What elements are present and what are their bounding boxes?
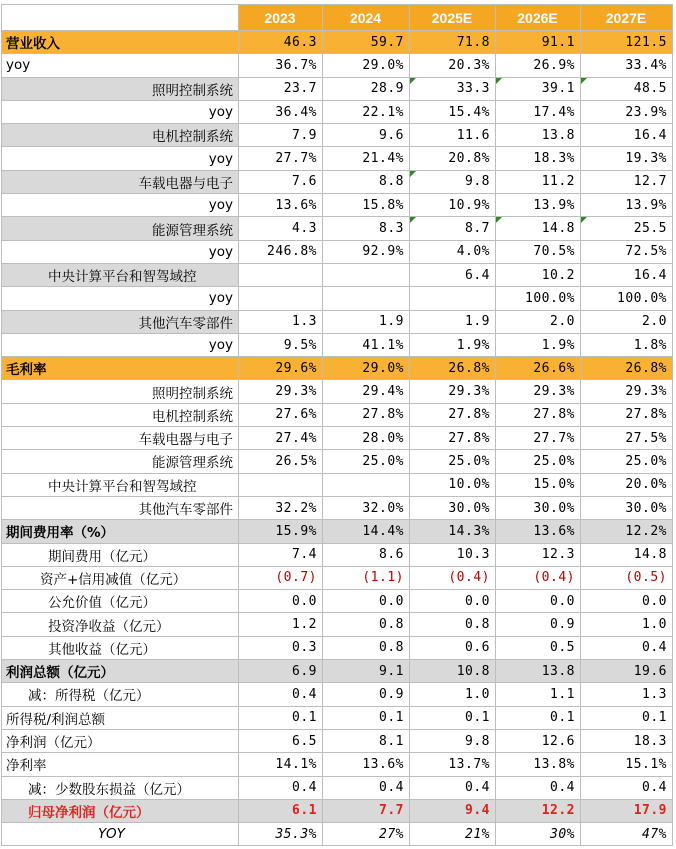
table-row-lighting-yoy <box>2 100 673 123</box>
table-row-other-income <box>2 636 673 659</box>
cell-2026e: 91.1 <box>496 31 581 54</box>
cell-2026e: 14.8 <box>496 217 581 240</box>
cell-2026e: 13.8% <box>496 753 581 776</box>
cell-2025e: 15.4% <box>410 100 496 123</box>
cell-2027e: 15.1% <box>581 753 673 776</box>
cell-2026e: 17.4% <box>496 100 581 123</box>
row-label: 电机控制系统 <box>2 124 239 147</box>
cell-2023: 23.7 <box>239 77 323 100</box>
cell-2023: 0.0 <box>239 590 323 613</box>
header-year-2026e: 2026E <box>496 5 581 31</box>
comment-marker <box>410 217 416 223</box>
cell-2023: 15.9% <box>239 520 323 543</box>
cell-2027e: 27.8% <box>581 403 673 426</box>
cell-2024: 9.6 <box>323 124 410 147</box>
table-row-minority-interest <box>2 776 673 799</box>
cell-2025e: 27.8% <box>410 427 496 450</box>
row-label: 照明控制系统 <box>2 77 239 100</box>
cell-2023: (0.7) <box>239 566 323 589</box>
cell-2023: 26.5% <box>239 450 323 473</box>
cell-2027e: 19.3% <box>581 147 673 170</box>
cell-2023: 32.2% <box>239 496 323 519</box>
cell-2026e: 0.1 <box>496 706 581 729</box>
cell-2027e: 1.3 <box>581 683 673 706</box>
table-row-fair-value <box>2 590 673 613</box>
row-label: 利润总额（亿元） <box>2 660 239 683</box>
cell-2024: 29.4% <box>323 380 410 403</box>
row-label: 投资净收益（亿元） <box>2 613 239 636</box>
row-label: 其他汽车零部件 <box>2 496 239 519</box>
cell-2027e: 13.9% <box>581 194 673 217</box>
cell-2023: 246.8% <box>239 240 323 263</box>
cell-2026e: 12.6 <box>496 729 581 752</box>
cell-2026e: 100.0% <box>496 287 581 310</box>
cell-2024 <box>323 263 410 286</box>
cell-2026e: 70.5% <box>496 240 581 263</box>
cell-2024: 0.4 <box>323 776 410 799</box>
cell-2024: (1.1) <box>323 566 410 589</box>
comment-marker <box>496 217 502 223</box>
cell-2023: 0.1 <box>239 706 323 729</box>
cell-2024: 0.1 <box>323 706 410 729</box>
row-label: 减：所得税（亿元） <box>2 683 239 706</box>
cell-2027e: 20.0% <box>581 473 673 496</box>
cell-2025e: 27.8% <box>410 403 496 426</box>
table-row-impairment <box>2 566 673 589</box>
row-label: 资产+信用减值（亿元） <box>2 566 239 589</box>
cell-2025e: 9.8 <box>410 170 496 193</box>
row-label: 期间费用（亿元） <box>2 543 239 566</box>
cell-2024: 1.9 <box>323 310 410 333</box>
cell-2026e: 13.6% <box>496 520 581 543</box>
cell-2027e: 16.4 <box>581 124 673 147</box>
cell-2024: 15.8% <box>323 194 410 217</box>
cell-2026e: 0.9 <box>496 613 581 636</box>
table-row-central-computing-yoy <box>2 287 673 310</box>
cell-2026e: 1.1 <box>496 683 581 706</box>
cell-2027e: 1.8% <box>581 333 673 356</box>
cell-2024: 59.7 <box>323 31 410 54</box>
cell-2027e: 12.7 <box>581 170 673 193</box>
cell-2023: 14.1% <box>239 753 323 776</box>
cell-2027e: 26.8% <box>581 357 673 380</box>
cell-2024: 8.6 <box>323 543 410 566</box>
cell-2026e: 2.0 <box>496 310 581 333</box>
cell-2027e: 2.0 <box>581 310 673 333</box>
cell-2023: 6.9 <box>239 660 323 683</box>
cell-2026e: 13.8 <box>496 124 581 147</box>
comment-marker <box>581 78 587 84</box>
cell-2025e: 8.7 <box>410 217 496 240</box>
cell-2024: 28.0% <box>323 427 410 450</box>
cell-2023: 27.6% <box>239 403 323 426</box>
cell-2025e: 14.3% <box>410 520 496 543</box>
cell-2025e: 20.3% <box>410 54 496 77</box>
cell-2025e: 9.4 <box>410 799 496 822</box>
table-row-attributable-net-profit <box>2 799 673 822</box>
table-row-revenue <box>2 31 673 54</box>
cell-2023: 27.4% <box>239 427 323 450</box>
row-label: 照明控制系统 <box>2 380 239 403</box>
row-label: 其他汽车零部件 <box>2 310 239 333</box>
cell-2026e: 29.3% <box>496 380 581 403</box>
table-row-motor-yoy <box>2 147 673 170</box>
cell-2026e: 30% <box>496 823 581 846</box>
cell-2025e <box>410 287 496 310</box>
row-label: 中央计算平台和智驾域控 <box>2 473 239 496</box>
table-row-vehicle-electronics <box>2 170 673 193</box>
cell-2026e: 12.3 <box>496 543 581 566</box>
cell-2025e: 11.6 <box>410 124 496 147</box>
cell-2025e: 1.9 <box>410 310 496 333</box>
cell-2027e: 0.1 <box>581 706 673 729</box>
row-label: 毛利率 <box>2 357 239 380</box>
cell-2025e: 10.8 <box>410 660 496 683</box>
cell-2026e: 11.2 <box>496 170 581 193</box>
table-row-margin-energy <box>2 450 673 473</box>
cell-2023: 4.3 <box>239 217 323 240</box>
cell-2026e: 0.0 <box>496 590 581 613</box>
table-row-energy-yoy <box>2 240 673 263</box>
table-row-central-computing <box>2 263 673 286</box>
cell-2027e: 0.0 <box>581 590 673 613</box>
table-row-margin-lighting <box>2 380 673 403</box>
cell-2025e: 13.7% <box>410 753 496 776</box>
header-row <box>2 5 673 31</box>
cell-2026e: 10.2 <box>496 263 581 286</box>
row-label: yoy <box>2 194 239 217</box>
table-row-lighting <box>2 77 673 100</box>
cell-2024: 28.9 <box>323 77 410 100</box>
row-label: 车载电器与电子 <box>2 170 239 193</box>
table-row-net-margin <box>2 753 673 776</box>
cell-2025e: 1.0 <box>410 683 496 706</box>
cell-2027e: 17.9 <box>581 799 673 822</box>
cell-2023: 36.7% <box>239 54 323 77</box>
cell-2024: 29.0% <box>323 54 410 77</box>
cell-2024 <box>323 287 410 310</box>
cell-2026e: 0.5 <box>496 636 581 659</box>
cell-2024: 13.6% <box>323 753 410 776</box>
row-label: yoy <box>2 333 239 356</box>
row-label: 车载电器与电子 <box>2 427 239 450</box>
table-row-vehicle-electronics-yoy <box>2 194 673 217</box>
table-row-tax-rate <box>2 706 673 729</box>
cell-2025e: 0.0 <box>410 590 496 613</box>
cell-2024: 0.0 <box>323 590 410 613</box>
cell-2024: 8.1 <box>323 729 410 752</box>
cell-2023: 29.6% <box>239 357 323 380</box>
cell-2026e: 18.3% <box>496 147 581 170</box>
cell-2023: 46.3 <box>239 31 323 54</box>
cell-2025e: (0.4) <box>410 566 496 589</box>
cell-2023: 6.5 <box>239 729 323 752</box>
cell-2023: 0.3 <box>239 636 323 659</box>
table-row-revenue-yoy <box>2 54 673 77</box>
cell-2025e: 6.4 <box>410 263 496 286</box>
cell-2023: 1.3 <box>239 310 323 333</box>
cell-2026e: 13.8 <box>496 660 581 683</box>
cell-2024: 32.0% <box>323 496 410 519</box>
cell-2024: 27.8% <box>323 403 410 426</box>
cell-2023: 0.4 <box>239 776 323 799</box>
cell-2027e: 18.3 <box>581 729 673 752</box>
row-label: 净利润（亿元） <box>2 729 239 752</box>
cell-2024: 92.9% <box>323 240 410 263</box>
cell-2026e: 39.1 <box>496 77 581 100</box>
comment-marker <box>581 217 587 223</box>
cell-2024: 7.7 <box>323 799 410 822</box>
row-label: yoy <box>2 287 239 310</box>
comment-marker <box>410 78 416 84</box>
cell-2023: 35.3% <box>239 823 323 846</box>
cell-2027e: 30.0% <box>581 496 673 519</box>
table-row-margin-motor <box>2 403 673 426</box>
row-label: 归母净利润（亿元） <box>2 799 239 822</box>
cell-2027e: 0.4 <box>581 776 673 799</box>
row-label: 其他收益（亿元） <box>2 636 239 659</box>
cell-2025e: 10.3 <box>410 543 496 566</box>
row-label: yoy <box>2 54 239 77</box>
cell-2026e: 0.4 <box>496 776 581 799</box>
header-year-2027e: 2027E <box>581 5 673 31</box>
cell-2025e: 29.3% <box>410 380 496 403</box>
table-row-margin-central-computing <box>2 473 673 496</box>
cell-2024 <box>323 473 410 496</box>
cell-2023 <box>239 287 323 310</box>
cell-2027e: 72.5% <box>581 240 673 263</box>
row-label: 公允价值（亿元） <box>2 590 239 613</box>
table-row-attributable-yoy <box>2 823 673 846</box>
table-row-income-tax <box>2 683 673 706</box>
cell-2025e: 0.6 <box>410 636 496 659</box>
cell-2024: 0.9 <box>323 683 410 706</box>
cell-2023: 9.5% <box>239 333 323 356</box>
cell-2027e: 16.4 <box>581 263 673 286</box>
table-row-motor <box>2 124 673 147</box>
cell-2025e: 26.8% <box>410 357 496 380</box>
cell-2025e: 4.0% <box>410 240 496 263</box>
cell-2023: 7.9 <box>239 124 323 147</box>
cell-2025e: 1.9% <box>410 333 496 356</box>
row-label: 营业收入 <box>2 31 239 54</box>
cell-2024: 8.3 <box>323 217 410 240</box>
cell-2024: 9.1 <box>323 660 410 683</box>
cell-2027e: 0.4 <box>581 636 673 659</box>
cell-2027e: 47% <box>581 823 673 846</box>
cell-2023: 7.4 <box>239 543 323 566</box>
cell-2024: 22.1% <box>323 100 410 123</box>
table-row-other-parts-yoy <box>2 333 673 356</box>
comment-marker <box>496 78 502 84</box>
row-label: 电机控制系统 <box>2 403 239 426</box>
row-label: 能源管理系统 <box>2 450 239 473</box>
row-label: 期间费用率（%） <box>2 520 239 543</box>
cell-2027e: 19.6 <box>581 660 673 683</box>
cell-2024: 8.8 <box>323 170 410 193</box>
cell-2023: 1.2 <box>239 613 323 636</box>
cell-2027e: 12.2% <box>581 520 673 543</box>
row-label: yoy <box>2 100 239 123</box>
cell-2024: 41.1% <box>323 333 410 356</box>
cell-2023: 29.3% <box>239 380 323 403</box>
cell-2026e: 1.9% <box>496 333 581 356</box>
table-row-total-profit <box>2 660 673 683</box>
cell-2025e: 0.4 <box>410 776 496 799</box>
cell-2024: 27% <box>323 823 410 846</box>
cell-2023: 27.7% <box>239 147 323 170</box>
cell-2026e: 27.8% <box>496 403 581 426</box>
row-label: 减：少数股东损益（亿元） <box>2 776 239 799</box>
cell-2025e: 20.8% <box>410 147 496 170</box>
row-label: 中央计算平台和智驾域控 <box>2 263 239 286</box>
cell-2027e: 14.8 <box>581 543 673 566</box>
cell-2023 <box>239 263 323 286</box>
cell-2023: 13.6% <box>239 194 323 217</box>
cell-2027e: 25.0% <box>581 450 673 473</box>
header-corner-cell <box>2 5 239 31</box>
table-row-margin-other-parts <box>2 496 673 519</box>
header-year-2024: 2024 <box>323 5 410 31</box>
cell-2024: 0.8 <box>323 636 410 659</box>
row-label: 能源管理系统 <box>2 217 239 240</box>
cell-2027e: (0.5) <box>581 566 673 589</box>
cell-2025e: 33.3 <box>410 77 496 100</box>
cell-2027e: 27.5% <box>581 427 673 450</box>
cell-2026e: (0.4) <box>496 566 581 589</box>
cell-2024: 21.4% <box>323 147 410 170</box>
table-row-net-profit <box>2 729 673 752</box>
cell-2025e: 9.8 <box>410 729 496 752</box>
cell-2023: 0.4 <box>239 683 323 706</box>
cell-2025e: 0.1 <box>410 706 496 729</box>
cell-2027e: 29.3% <box>581 380 673 403</box>
table-row-expense-ratio <box>2 520 673 543</box>
cell-2023: 6.1 <box>239 799 323 822</box>
cell-2026e: 12.2 <box>496 799 581 822</box>
cell-2027e: 25.5 <box>581 217 673 240</box>
header-year-2025e: 2025E <box>410 5 496 31</box>
header-year-2023: 2023 <box>239 5 323 31</box>
cell-2025e: 71.8 <box>410 31 496 54</box>
row-label: 所得税/利润总额 <box>2 706 239 729</box>
cell-2026e: 13.9% <box>496 194 581 217</box>
table-row-other-parts <box>2 310 673 333</box>
cell-2024: 29.0% <box>323 357 410 380</box>
cell-2027e: 33.4% <box>581 54 673 77</box>
cell-2025e: 21% <box>410 823 496 846</box>
cell-2027e: 48.5 <box>581 77 673 100</box>
cell-2024: 14.4% <box>323 520 410 543</box>
row-label: yoy <box>2 240 239 263</box>
row-label: 净利率 <box>2 753 239 776</box>
cell-2027e: 1.0 <box>581 613 673 636</box>
cell-2026e: 30.0% <box>496 496 581 519</box>
cell-2026e: 27.7% <box>496 427 581 450</box>
cell-2027e: 121.5 <box>581 31 673 54</box>
table-row-gross-margin <box>2 357 673 380</box>
cell-2025e: 10.0% <box>410 473 496 496</box>
cell-2025e: 0.8 <box>410 613 496 636</box>
cell-2027e: 23.9% <box>581 100 673 123</box>
cell-2024: 0.8 <box>323 613 410 636</box>
comment-marker <box>410 171 416 177</box>
cell-2026e: 25.0% <box>496 450 581 473</box>
financial-forecast-table <box>1 4 673 846</box>
cell-2026e: 26.9% <box>496 54 581 77</box>
row-label: yoy <box>2 147 239 170</box>
cell-2026e: 15.0% <box>496 473 581 496</box>
table-row-investment-income <box>2 613 673 636</box>
table-row-energy <box>2 217 673 240</box>
cell-2024: 25.0% <box>323 450 410 473</box>
cell-2023: 36.4% <box>239 100 323 123</box>
table-row-period-expense <box>2 543 673 566</box>
cell-2025e: 30.0% <box>410 496 496 519</box>
cell-2026e: 26.6% <box>496 357 581 380</box>
table-row-margin-vehicle-electronics <box>2 427 673 450</box>
cell-2027e: 100.0% <box>581 287 673 310</box>
cell-2023: 7.6 <box>239 170 323 193</box>
cell-2025e: 10.9% <box>410 194 496 217</box>
cell-2025e: 25.0% <box>410 450 496 473</box>
cell-2023 <box>239 473 323 496</box>
row-label: YOY <box>2 823 239 846</box>
